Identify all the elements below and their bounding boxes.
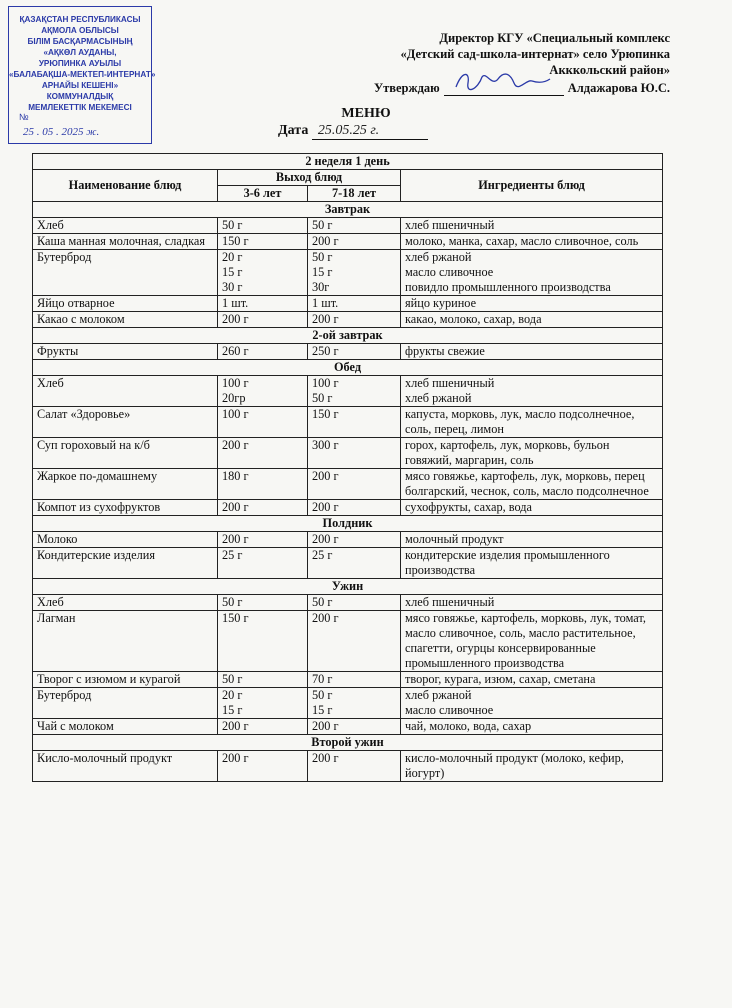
page-title: МЕНЮ (341, 106, 391, 121)
portion-3-6-cell: 20 г 15 г (218, 688, 308, 719)
portion-3-6-cell: 200 г (218, 312, 308, 328)
dish-name-cell: Чай с молоком (33, 719, 218, 735)
stamp-line: БІЛІМ БАСҚАРМАСЫНЫҢ (27, 37, 133, 46)
portion-3-6-cell: 260 г (218, 344, 308, 360)
approval-line-2: «Детский сад-школа-интернат» село Урюпинка (400, 47, 670, 61)
date-value: 25.05.25 г. (312, 123, 428, 140)
table-row (33, 407, 663, 438)
stamp-line: «БАЛАБАҚША-МЕКТЕП-ИНТЕРНАТ» (9, 70, 156, 79)
meal-section-header (33, 328, 663, 344)
meal-section-title: Полдник (33, 516, 663, 532)
menu-body (33, 202, 663, 782)
signature-line (444, 81, 564, 96)
table-row (33, 250, 663, 296)
date-label: Дата (278, 123, 309, 138)
table-row (33, 751, 663, 782)
table-row (33, 688, 663, 719)
approval-line-1: Директор КГУ «Специальный комплекс (439, 31, 670, 45)
menu-table (32, 153, 663, 782)
dish-name-cell: Какао с молоком (33, 312, 218, 328)
table-row (33, 611, 663, 672)
ingredients-cell: мясо говяжье, картофель, морковь, лук, томат, масло сливочное, соль, масло растительное, спагетти, огурцы консервированные промышленного производства (401, 611, 663, 672)
table-row (33, 595, 663, 611)
stamp-line: УРЮПИНКА АУЫЛЫ (38, 59, 122, 68)
ingredients-cell: хлеб пшеничный хлеб ржаной (401, 376, 663, 407)
dish-name-cell: Творог с изюмом и курагой (33, 672, 218, 688)
meal-section-title: Завтрак (33, 202, 663, 218)
portion-3-6-cell: 100 г 20гр (218, 376, 308, 407)
stamp-line: «АҚКӨЛ АУДАНЫ, (43, 48, 117, 57)
meal-section-title: Ужин (33, 579, 663, 595)
table-row (33, 500, 663, 516)
portion-7-18-cell: 200 г (308, 611, 401, 672)
meal-section-header (33, 579, 663, 595)
ingredients-cell: горох, картофель, лук, морковь, бульон говяжий, маргарин, соль (401, 438, 663, 469)
signer-name: Алдажарова Ю.С. (567, 81, 670, 95)
col-age-7-18-header: 7-18 лет (308, 186, 401, 202)
ingredients-cell: молочный продукт (401, 532, 663, 548)
portion-7-18-cell: 200 г (308, 234, 401, 250)
col-age-3-6-header: 3-6 лет (218, 186, 308, 202)
week-day-header: 2 неделя 1 день (33, 154, 663, 170)
table-row (33, 719, 663, 735)
date-line (278, 123, 428, 140)
stamp-date: 25 . 05 . 2025 ж. (23, 126, 100, 138)
ingredients-cell: фрукты свежие (401, 344, 663, 360)
stamp-number-label: № (19, 112, 29, 122)
table-row (33, 532, 663, 548)
dish-name-cell: Компот из сухофруктов (33, 500, 218, 516)
dish-name-cell: Хлеб (33, 595, 218, 611)
portion-3-6-cell: 150 г (218, 611, 308, 672)
col-output-header: Выход блюд (218, 170, 401, 186)
ingredients-cell: творог, курага, изюм, сахар, сметана (401, 672, 663, 688)
table-row (33, 376, 663, 407)
table-row (33, 438, 663, 469)
signature-scribble (452, 69, 552, 93)
table-row (33, 672, 663, 688)
portion-7-18-cell: 50 г (308, 218, 401, 234)
portion-7-18-cell: 1 шт. (308, 296, 401, 312)
stamp-line: АҚМОЛА ОБЛЫСЫ (41, 26, 119, 35)
portion-7-18-cell: 25 г (308, 548, 401, 579)
ingredients-cell: яйцо куриное (401, 296, 663, 312)
dish-name-cell: Бутерброд (33, 250, 218, 296)
stamp-line: МЕМЛЕКЕТТІК МЕКЕМЕСІ (28, 103, 132, 112)
portion-3-6-cell: 50 г (218, 218, 308, 234)
portion-7-18-cell: 200 г (308, 532, 401, 548)
dish-name-cell: Яйцо отварное (33, 296, 218, 312)
dish-name-cell: Суп гороховый на к/б (33, 438, 218, 469)
dish-name-cell: Молоко (33, 532, 218, 548)
meal-section-header (33, 202, 663, 218)
meal-section-title: Второй ужин (33, 735, 663, 751)
dish-name-cell: Каша манная молочная, сладкая (33, 234, 218, 250)
stamp-line: КОММУНАЛДЫҚ (46, 92, 114, 101)
table-row (33, 296, 663, 312)
portion-3-6-cell: 50 г (218, 595, 308, 611)
signature-row (370, 80, 670, 96)
portion-3-6-cell: 20 г 15 г 30 г (218, 250, 308, 296)
official-stamp (8, 6, 156, 144)
dish-name-cell: Фрукты (33, 344, 218, 360)
portion-7-18-cell: 50 г (308, 595, 401, 611)
portion-7-18-cell: 200 г (308, 719, 401, 735)
portion-7-18-cell: 50 г 15 г (308, 688, 401, 719)
portion-3-6-cell: 100 г (218, 407, 308, 438)
portion-3-6-cell: 180 г (218, 469, 308, 500)
meal-section-title: Обед (33, 360, 663, 376)
dish-name-cell: Хлеб (33, 218, 218, 234)
table-row (33, 469, 663, 500)
approval-block (370, 30, 670, 96)
approve-label: Утверждаю (373, 81, 440, 95)
portion-3-6-cell: 200 г (218, 532, 308, 548)
portion-7-18-cell: 300 г (308, 438, 401, 469)
table-row (33, 218, 663, 234)
stamp-line: ҚАЗАҚСТАН РЕСПУБЛИКАСЫ (19, 15, 141, 24)
stamp-text (9, 14, 156, 113)
portion-7-18-cell: 250 г (308, 344, 401, 360)
ingredients-cell: какао, молоко, сахар, вода (401, 312, 663, 328)
stamp-line: АРНАЙЫ КЕШЕНІ» (41, 81, 119, 90)
ingredients-cell: молоко, манка, сахар, масло сливочное, соль (401, 234, 663, 250)
ingredients-cell: хлеб пшеничный (401, 218, 663, 234)
dish-name-cell: Жаркое по-домашнему (33, 469, 218, 500)
dish-name-cell: Хлеб (33, 376, 218, 407)
ingredients-cell: хлеб ржаной масло сливочное (401, 688, 663, 719)
portion-7-18-cell: 200 г (308, 751, 401, 782)
ingredients-cell: чай, молоко, вода, сахар (401, 719, 663, 735)
meal-section-header (33, 735, 663, 751)
col-ingredients-header: Ингредиенты блюд (401, 170, 663, 202)
ingredients-cell: хлеб ржаной масло сливочное повидло промышленного производства (401, 250, 663, 296)
dish-name-cell: Кондитерские изделия (33, 548, 218, 579)
table-row (33, 234, 663, 250)
table-row (33, 344, 663, 360)
ingredients-cell: хлеб пшеничный (401, 595, 663, 611)
portion-7-18-cell: 200 г (308, 469, 401, 500)
portion-7-18-cell: 200 г (308, 312, 401, 328)
portion-3-6-cell: 50 г (218, 672, 308, 688)
portion-3-6-cell: 200 г (218, 751, 308, 782)
portion-7-18-cell: 70 г (308, 672, 401, 688)
portion-7-18-cell: 200 г (308, 500, 401, 516)
portion-3-6-cell: 200 г (218, 438, 308, 469)
portion-3-6-cell: 200 г (218, 719, 308, 735)
portion-3-6-cell: 25 г (218, 548, 308, 579)
approval-line-3: Акккольский район» (549, 63, 670, 77)
portion-3-6-cell: 1 шт. (218, 296, 308, 312)
ingredients-cell: кисло-молочный продукт (молоко, кефир, йогурт) (401, 751, 663, 782)
meal-section-title: 2-ой завтрак (33, 328, 663, 344)
ingredients-cell: капуста, морковь, лук, масло подсолнечное, соль, перец, лимон (401, 407, 663, 438)
table-row (33, 312, 663, 328)
portion-3-6-cell: 200 г (218, 500, 308, 516)
portion-7-18-cell: 150 г (308, 407, 401, 438)
portion-3-6-cell: 150 г (218, 234, 308, 250)
dish-name-cell: Салат «Здоровье» (33, 407, 218, 438)
dish-name-cell: Бутерброд (33, 688, 218, 719)
ingredients-cell: сухофрукты, сахар, вода (401, 500, 663, 516)
dish-name-cell: Кисло-молочный продукт (33, 751, 218, 782)
meal-section-header (33, 516, 663, 532)
portion-7-18-cell: 100 г 50 г (308, 376, 401, 407)
meal-section-header (33, 360, 663, 376)
col-name-header: Наименование блюд (33, 170, 218, 202)
portion-7-18-cell: 50 г 15 г 30г (308, 250, 401, 296)
dish-name-cell: Лагман (33, 611, 218, 672)
ingredients-cell: кондитерские изделия промышленного производства (401, 548, 663, 579)
ingredients-cell: мясо говяжье, картофель, лук, морковь, перец болгарский, чеснок, соль, масло подсолнечное (401, 469, 663, 500)
table-row (33, 548, 663, 579)
